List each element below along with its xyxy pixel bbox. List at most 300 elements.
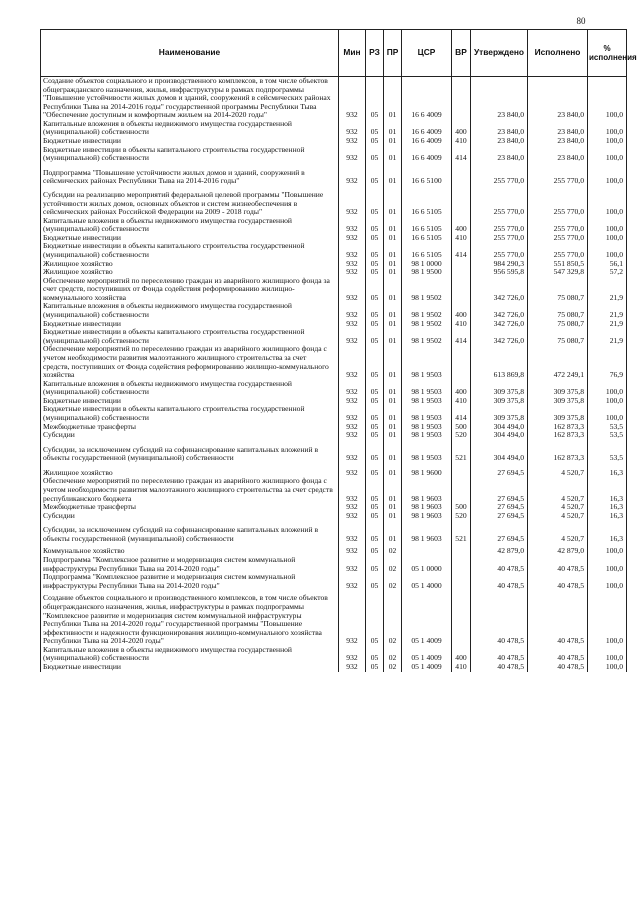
table-row xyxy=(41,423,627,432)
cell-rz: 05 xyxy=(366,543,384,556)
cell-executed: 40 478,5 xyxy=(528,646,588,663)
cell-percent: 76,9 xyxy=(588,345,627,379)
cell-name: Бюджетные инвестиции xyxy=(41,234,339,243)
cell-rz: 05 xyxy=(366,646,384,663)
cell-rz: 05 xyxy=(366,431,384,440)
cell-percent: 100,0 xyxy=(588,646,627,663)
cell-executed: 4 520,7 xyxy=(528,512,588,521)
cell-pr: 01 xyxy=(384,320,402,329)
table-row xyxy=(41,268,627,277)
cell-percent: 100,0 xyxy=(588,146,627,163)
page-number: 80 xyxy=(576,16,586,26)
cell-vr: 400 xyxy=(452,217,471,234)
header-approved: Утверждено xyxy=(471,30,528,77)
cell-min: 932 xyxy=(339,477,366,503)
cell-percent: 100,0 xyxy=(588,380,627,397)
table-row xyxy=(41,397,627,406)
cell-min: 932 xyxy=(339,663,366,672)
cell-csr: 98 1 0000 xyxy=(402,260,452,269)
cell-name: Бюджетные инвестиции xyxy=(41,320,339,329)
cell-rz: 05 xyxy=(366,268,384,277)
cell-csr: 98 1 9500 xyxy=(402,268,452,277)
cell-name: Бюджетные инвестиции xyxy=(41,663,339,672)
cell-approved: 27 694,5 xyxy=(471,477,528,503)
cell-vr: 414 xyxy=(452,405,471,422)
cell-approved: 255 770,0 xyxy=(471,217,528,234)
cell-approved: 309 375,8 xyxy=(471,397,528,406)
cell-csr: 98 1 9600 xyxy=(402,463,452,478)
cell-rz: 05 xyxy=(366,663,384,672)
cell-pr: 01 xyxy=(384,186,402,217)
cell-min: 932 xyxy=(339,423,366,432)
cell-pr: 01 xyxy=(384,242,402,259)
cell-percent: 100,0 xyxy=(588,556,627,573)
cell-min: 932 xyxy=(339,120,366,137)
cell-pr: 01 xyxy=(384,431,402,440)
cell-csr xyxy=(402,543,452,556)
header-csr: ЦСР xyxy=(402,30,452,77)
cell-rz: 05 xyxy=(366,512,384,521)
cell-percent: 100,0 xyxy=(588,163,627,186)
table-row xyxy=(41,137,627,146)
cell-percent: 100,0 xyxy=(588,120,627,137)
cell-vr: 521 xyxy=(452,440,471,463)
cell-approved: 27 694,5 xyxy=(471,463,528,478)
table-row xyxy=(41,186,627,217)
cell-vr: 414 xyxy=(452,146,471,163)
cell-executed: 75 080,7 xyxy=(528,277,588,303)
cell-vr: 520 xyxy=(452,512,471,521)
cell-name: Межбюджетные трансферты xyxy=(41,503,339,512)
cell-csr: 16 6 4009 xyxy=(402,146,452,163)
cell-vr: 400 xyxy=(452,380,471,397)
cell-name: Бюджетные инвестиции в объекты капитального строительства государственной (муниципальной) собственности xyxy=(41,405,339,422)
cell-rz: 05 xyxy=(366,380,384,397)
cell-vr xyxy=(452,77,471,120)
table-header-row xyxy=(41,30,627,77)
cell-csr: 16 6 4009 xyxy=(402,137,452,146)
cell-name: Обеспечение мероприятий по переселению граждан из аварийного жилищного фонда с учетом необходимости развития малоэтажного жилищного строительства за счет средств республиканского бюджета xyxy=(41,477,339,503)
cell-rz: 05 xyxy=(366,520,384,543)
cell-vr xyxy=(452,345,471,379)
cell-vr: 500 xyxy=(452,503,471,512)
header-pr: ПР xyxy=(384,30,402,77)
cell-approved: 40 478,5 xyxy=(471,590,528,645)
cell-pr: 02 xyxy=(384,590,402,645)
cell-csr: 16 6 5105 xyxy=(402,234,452,243)
table-row xyxy=(41,520,627,543)
cell-percent: 100,0 xyxy=(588,137,627,146)
cell-name: Создание объектов социального и производственного комплексов, в том числе объектов общегражданского назначения, жилья, инфраструктуры в рамках подпрограммы "Комплексное развитие и модернизация систем коммунальной инфраструктуры Республики Тыва на 2014-2020 годы" государственной программы "Повышение эффективности и надежности функционирования жилищно-коммунального хозяйства Республики Тыва на 2014-2020 годы" xyxy=(41,590,339,645)
table-row xyxy=(41,302,627,319)
cell-approved: 40 478,5 xyxy=(471,663,528,672)
cell-name: Бюджетные инвестиции xyxy=(41,397,339,406)
cell-pr: 01 xyxy=(384,345,402,379)
cell-pr: 01 xyxy=(384,163,402,186)
cell-approved: 309 375,8 xyxy=(471,380,528,397)
cell-csr: 16 6 5105 xyxy=(402,186,452,217)
cell-name: Обеспечение мероприятий по переселению граждан из аварийного жилищного фонда за счет средств, поступивших от Фонда содействия реформированию жилищно-коммунального хозяйства xyxy=(41,277,339,303)
cell-pr: 02 xyxy=(384,573,402,590)
cell-name: Бюджетные инвестиции в объекты капитального строительства государственной (муниципальной) собственности xyxy=(41,242,339,259)
cell-executed: 4 520,7 xyxy=(528,477,588,503)
cell-percent: 100,0 xyxy=(588,234,627,243)
cell-csr: 98 1 9603 xyxy=(402,512,452,521)
cell-name: Подпрограмма "Комплексное развитие и модернизация систем коммунальной инфраструктуры Республики Тыва на 2014-2020 годы" xyxy=(41,573,339,590)
cell-approved: 27 694,5 xyxy=(471,520,528,543)
cell-pr: 01 xyxy=(384,234,402,243)
cell-rz: 05 xyxy=(366,146,384,163)
cell-rz: 05 xyxy=(366,260,384,269)
header-executed: Исполнено xyxy=(528,30,588,77)
cell-rz: 05 xyxy=(366,242,384,259)
cell-name: Субсидии, за исключением субсидий на софинансирование капитальных вложений в объекты государственной (муниципальной) собственности xyxy=(41,520,339,543)
cell-csr: 98 1 9503 xyxy=(402,380,452,397)
cell-pr: 01 xyxy=(384,260,402,269)
cell-vr: 520 xyxy=(452,431,471,440)
cell-csr: 98 1 9503 xyxy=(402,423,452,432)
cell-csr: 16 6 5100 xyxy=(402,163,452,186)
cell-executed: 472 249,1 xyxy=(528,345,588,379)
cell-approved: 23 840,0 xyxy=(471,77,528,120)
cell-rz: 05 xyxy=(366,573,384,590)
cell-csr: 16 6 4009 xyxy=(402,120,452,137)
table-body xyxy=(41,77,627,672)
cell-percent: 16,3 xyxy=(588,463,627,478)
cell-min: 932 xyxy=(339,163,366,186)
cell-name: Субсидии, за исключением субсидий на софинансирование капитальных вложений в объекты государственной (муниципальной) собственности xyxy=(41,440,339,463)
cell-rz: 05 xyxy=(366,320,384,329)
cell-executed: 255 770,0 xyxy=(528,186,588,217)
table-row xyxy=(41,320,627,329)
cell-rz: 05 xyxy=(366,120,384,137)
cell-pr: 01 xyxy=(384,440,402,463)
cell-rz: 05 xyxy=(366,590,384,645)
cell-min: 932 xyxy=(339,440,366,463)
cell-executed: 551 850,5 xyxy=(528,260,588,269)
table-row xyxy=(41,405,627,422)
table-row xyxy=(41,217,627,234)
cell-executed: 309 375,8 xyxy=(528,380,588,397)
cell-pr: 01 xyxy=(384,463,402,478)
cell-pr: 01 xyxy=(384,423,402,432)
cell-pr: 01 xyxy=(384,477,402,503)
cell-min: 932 xyxy=(339,503,366,512)
cell-min: 932 xyxy=(339,268,366,277)
cell-approved: 23 840,0 xyxy=(471,137,528,146)
cell-csr: 05 1 4009 xyxy=(402,663,452,672)
cell-executed: 255 770,0 xyxy=(528,217,588,234)
cell-rz: 05 xyxy=(366,397,384,406)
cell-csr: 98 1 9502 xyxy=(402,320,452,329)
cell-executed: 547 329,8 xyxy=(528,268,588,277)
cell-csr: 98 1 9502 xyxy=(402,302,452,319)
table-row xyxy=(41,573,627,590)
cell-pr: 01 xyxy=(384,268,402,277)
cell-percent: 53,5 xyxy=(588,423,627,432)
cell-executed: 40 478,5 xyxy=(528,556,588,573)
cell-name: Субсидии на реализацию мероприятий федеральной целевой программы "Повышение устойчивости жилых домов, основных объектов и систем жизнеобеспечения в сейсмических районах Российской Федерации на 2009 - 2018 годы" xyxy=(41,186,339,217)
cell-pr: 02 xyxy=(384,663,402,672)
cell-min: 932 xyxy=(339,277,366,303)
cell-min: 932 xyxy=(339,146,366,163)
cell-percent: 53,5 xyxy=(588,440,627,463)
table-row xyxy=(41,503,627,512)
table-row xyxy=(41,234,627,243)
table-row xyxy=(41,120,627,137)
cell-min: 932 xyxy=(339,345,366,379)
cell-executed: 42 879,0 xyxy=(528,543,588,556)
cell-vr xyxy=(452,260,471,269)
cell-csr: 98 1 9503 xyxy=(402,405,452,422)
cell-name: Жилищное хозяйство xyxy=(41,260,339,269)
cell-csr: 98 1 9503 xyxy=(402,431,452,440)
cell-min: 932 xyxy=(339,328,366,345)
cell-pr: 01 xyxy=(384,302,402,319)
cell-vr xyxy=(452,556,471,573)
cell-percent: 53,5 xyxy=(588,431,627,440)
cell-min: 932 xyxy=(339,242,366,259)
cell-min: 932 xyxy=(339,463,366,478)
cell-min: 932 xyxy=(339,556,366,573)
cell-csr: 16 6 5105 xyxy=(402,242,452,259)
cell-approved: 613 869,8 xyxy=(471,345,528,379)
cell-csr: 16 6 5105 xyxy=(402,217,452,234)
table-row xyxy=(41,242,627,259)
cell-rz: 05 xyxy=(366,302,384,319)
cell-vr: 410 xyxy=(452,320,471,329)
cell-rz: 05 xyxy=(366,440,384,463)
cell-executed: 255 770,0 xyxy=(528,234,588,243)
cell-min: 932 xyxy=(339,405,366,422)
cell-approved: 304 494,0 xyxy=(471,431,528,440)
cell-pr: 01 xyxy=(384,328,402,345)
cell-name: Бюджетные инвестиции в объекты капитального строительства государственной (муниципальной) собственности xyxy=(41,328,339,345)
cell-executed: 162 873,3 xyxy=(528,440,588,463)
table-row xyxy=(41,345,627,379)
table-row xyxy=(41,431,627,440)
cell-approved: 309 375,8 xyxy=(471,405,528,422)
cell-executed: 309 375,8 xyxy=(528,397,588,406)
cell-rz: 05 xyxy=(366,345,384,379)
cell-approved: 40 478,5 xyxy=(471,573,528,590)
cell-min: 932 xyxy=(339,573,366,590)
cell-pr: 01 xyxy=(384,512,402,521)
cell-pr: 01 xyxy=(384,120,402,137)
table-row xyxy=(41,260,627,269)
cell-name: Подпрограмма "Комплексное развитие и модернизация систем коммунальной инфраструктуры Республики Тыва на 2014-2020 годы" xyxy=(41,556,339,573)
cell-approved: 40 478,5 xyxy=(471,646,528,663)
table-row xyxy=(41,277,627,303)
cell-percent: 21,9 xyxy=(588,328,627,345)
cell-executed: 4 520,7 xyxy=(528,520,588,543)
cell-percent: 100,0 xyxy=(588,590,627,645)
header-name: Наименование xyxy=(41,30,339,77)
cell-vr xyxy=(452,163,471,186)
cell-name: Жилищное хозяйство xyxy=(41,268,339,277)
cell-csr: 05 1 0000 xyxy=(402,556,452,573)
table-row xyxy=(41,590,627,645)
cell-csr: 98 1 9503 xyxy=(402,440,452,463)
cell-min: 932 xyxy=(339,512,366,521)
cell-executed: 23 840,0 xyxy=(528,146,588,163)
cell-rz: 05 xyxy=(366,405,384,422)
cell-executed: 162 873,3 xyxy=(528,423,588,432)
cell-min: 932 xyxy=(339,543,366,556)
cell-vr: 400 xyxy=(452,646,471,663)
cell-rz: 05 xyxy=(366,328,384,345)
cell-min: 932 xyxy=(339,520,366,543)
cell-csr: 05 1 4000 xyxy=(402,573,452,590)
header-percent: % исполнения xyxy=(588,30,627,77)
cell-rz: 05 xyxy=(366,163,384,186)
table-row xyxy=(41,556,627,573)
cell-name: Коммунальное хозяйство xyxy=(41,543,339,556)
table-row xyxy=(41,477,627,503)
cell-min: 932 xyxy=(339,302,366,319)
budget-execution-table xyxy=(40,29,637,672)
cell-vr xyxy=(452,573,471,590)
table-row xyxy=(41,380,627,397)
cell-vr: 414 xyxy=(452,328,471,345)
cell-rz: 05 xyxy=(366,217,384,234)
cell-min: 932 xyxy=(339,590,366,645)
cell-vr xyxy=(452,277,471,303)
cell-min: 932 xyxy=(339,186,366,217)
cell-rz: 05 xyxy=(366,423,384,432)
header-vr: ВР xyxy=(452,30,471,77)
cell-rz: 05 xyxy=(366,503,384,512)
cell-percent: 100,0 xyxy=(588,405,627,422)
cell-name: Жилищное хозяйство xyxy=(41,463,339,478)
cell-min: 932 xyxy=(339,646,366,663)
cell-vr: 414 xyxy=(452,242,471,259)
cell-name: Подпрограмма "Повышение устойчивости жилых домов и зданий, сооружений в сейсмических районах Республики Тыва на 2014-2016 годы" xyxy=(41,163,339,186)
cell-pr: 01 xyxy=(384,520,402,543)
cell-rz: 05 xyxy=(366,234,384,243)
cell-min: 932 xyxy=(339,431,366,440)
cell-percent: 21,9 xyxy=(588,320,627,329)
cell-min: 932 xyxy=(339,137,366,146)
table-row xyxy=(41,646,627,663)
header-rz: РЗ xyxy=(366,30,384,77)
header-min: Мин xyxy=(339,30,366,77)
cell-executed: 75 080,7 xyxy=(528,302,588,319)
cell-executed: 4 520,7 xyxy=(528,463,588,478)
cell-rz: 05 xyxy=(366,556,384,573)
cell-min: 932 xyxy=(339,380,366,397)
cell-approved: 27 694,5 xyxy=(471,512,528,521)
cell-percent: 16,3 xyxy=(588,503,627,512)
cell-csr: 98 1 9503 xyxy=(402,397,452,406)
cell-executed: 75 080,7 xyxy=(528,328,588,345)
cell-pr: 02 xyxy=(384,543,402,556)
cell-csr: 16 6 4009 xyxy=(402,77,452,120)
cell-percent: 56,1 xyxy=(588,260,627,269)
cell-rz: 05 xyxy=(366,137,384,146)
cell-name: Капитальные вложения в объекты недвижимого имущества государственной (муниципальной) собственности xyxy=(41,380,339,397)
cell-min: 932 xyxy=(339,217,366,234)
cell-approved: 304 494,0 xyxy=(471,423,528,432)
cell-pr: 01 xyxy=(384,397,402,406)
cell-name: Капитальные вложения в объекты недвижимого имущества государственной (муниципальной) собственности xyxy=(41,646,339,663)
cell-vr: 410 xyxy=(452,234,471,243)
cell-csr: 98 1 9502 xyxy=(402,277,452,303)
cell-approved: 342 726,0 xyxy=(471,320,528,329)
cell-rz: 05 xyxy=(366,463,384,478)
cell-approved: 255 770,0 xyxy=(471,242,528,259)
cell-name: Капитальные вложения в объекты недвижимого имущества государственной (муниципальной) собственности xyxy=(41,120,339,137)
cell-pr: 01 xyxy=(384,277,402,303)
cell-approved: 27 694,5 xyxy=(471,503,528,512)
cell-csr: 98 1 9503 xyxy=(402,345,452,379)
cell-percent: 100,0 xyxy=(588,242,627,259)
table-row xyxy=(41,328,627,345)
table-row xyxy=(41,440,627,463)
cell-approved: 42 879,0 xyxy=(471,543,528,556)
cell-vr: 500 xyxy=(452,423,471,432)
cell-min: 932 xyxy=(339,77,366,120)
cell-pr: 01 xyxy=(384,503,402,512)
cell-name: Капитальные вложения в объекты недвижимого имущества государственной (муниципальной) собственности xyxy=(41,302,339,319)
cell-name: Бюджетные инвестиции xyxy=(41,137,339,146)
cell-csr: 05 1 4009 xyxy=(402,646,452,663)
table-row xyxy=(41,77,627,120)
cell-rz: 05 xyxy=(366,186,384,217)
cell-approved: 342 726,0 xyxy=(471,302,528,319)
cell-percent: 100,0 xyxy=(588,543,627,556)
cell-approved: 255 770,0 xyxy=(471,234,528,243)
cell-vr xyxy=(452,186,471,217)
cell-approved: 956 595,8 xyxy=(471,268,528,277)
cell-percent: 21,9 xyxy=(588,277,627,303)
cell-percent: 57,2 xyxy=(588,268,627,277)
cell-executed: 309 375,8 xyxy=(528,405,588,422)
cell-name: Создание объектов социального и производственного комплексов, в том числе объектов общегражданского назначения, жилья, инфраструктуры в рамках подпрограммы "Повышение устойчивости жилых домов и зданий, сооружений в сейсмических районах Республики Тыва на 2014-2016 годы" государственной программы Республики Тыва "Обеспечение доступным и комфортным жильем на 2014-2020 годы" xyxy=(41,77,339,120)
cell-vr xyxy=(452,268,471,277)
cell-percent: 100,0 xyxy=(588,186,627,217)
cell-percent: 100,0 xyxy=(588,77,627,120)
table-row xyxy=(41,163,627,186)
cell-executed: 23 840,0 xyxy=(528,137,588,146)
cell-executed: 75 080,7 xyxy=(528,320,588,329)
cell-executed: 255 770,0 xyxy=(528,242,588,259)
cell-vr: 521 xyxy=(452,520,471,543)
cell-vr: 400 xyxy=(452,120,471,137)
cell-vr: 410 xyxy=(452,397,471,406)
cell-approved: 984 290,3 xyxy=(471,260,528,269)
table-row xyxy=(41,663,627,672)
cell-csr: 98 1 9603 xyxy=(402,520,452,543)
cell-percent: 100,0 xyxy=(588,217,627,234)
cell-percent: 16,3 xyxy=(588,520,627,543)
cell-approved: 304 494,0 xyxy=(471,440,528,463)
cell-pr: 01 xyxy=(384,146,402,163)
cell-approved: 342 726,0 xyxy=(471,328,528,345)
table-row xyxy=(41,146,627,163)
cell-rz: 05 xyxy=(366,477,384,503)
cell-approved: 255 770,0 xyxy=(471,186,528,217)
cell-percent: 100,0 xyxy=(588,663,627,672)
cell-min: 932 xyxy=(339,397,366,406)
cell-vr: 410 xyxy=(452,663,471,672)
cell-approved: 342 726,0 xyxy=(471,277,528,303)
cell-executed: 40 478,5 xyxy=(528,663,588,672)
cell-pr: 01 xyxy=(384,405,402,422)
cell-pr: 02 xyxy=(384,556,402,573)
cell-pr: 01 xyxy=(384,217,402,234)
cell-approved: 40 478,5 xyxy=(471,556,528,573)
